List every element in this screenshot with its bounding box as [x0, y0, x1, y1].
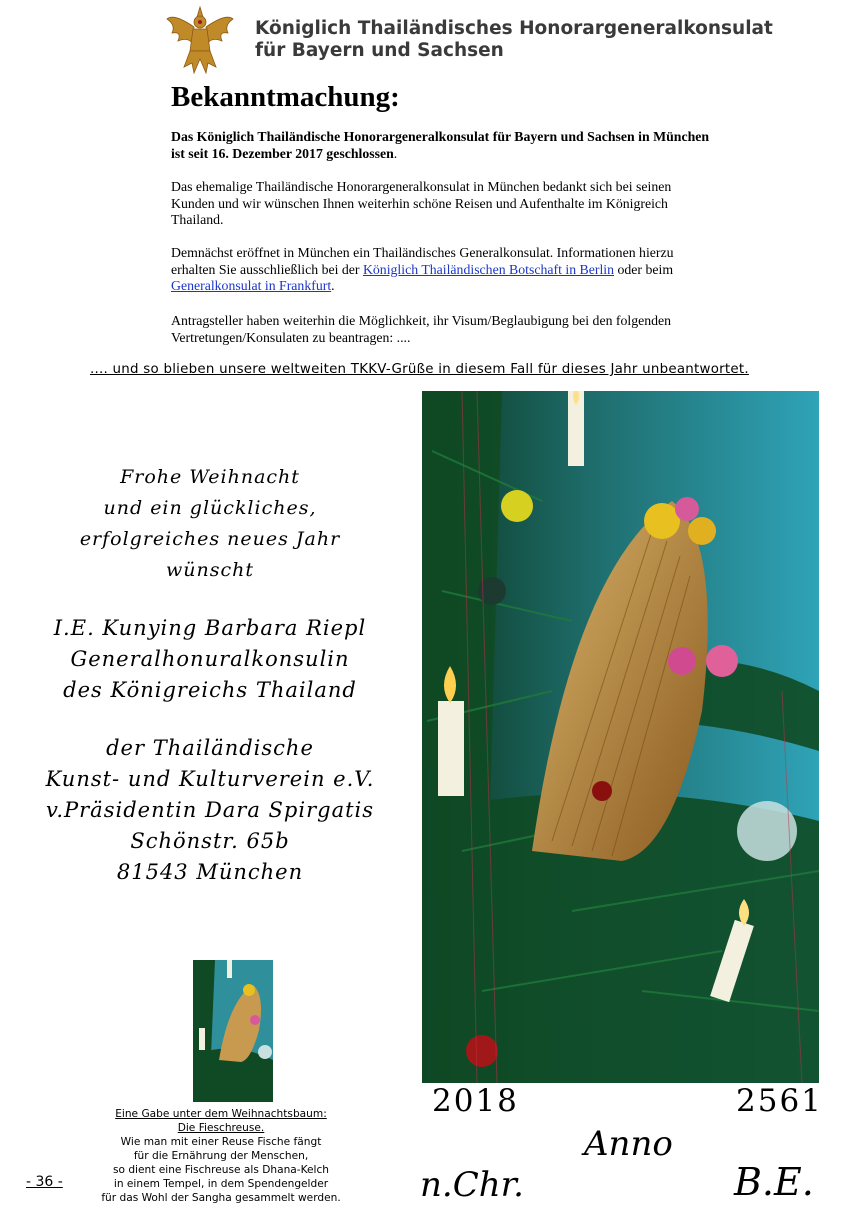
caption-line: Wie man mit einer Reuse Fische fängt — [120, 1136, 322, 1148]
photo-caption — [96, 1107, 346, 1205]
caption-subtitle: Die Fieschreuse. — [177, 1122, 265, 1134]
greeting-line: Frohe Weihnacht — [120, 466, 300, 488]
anno-label: Anno — [584, 1124, 673, 1164]
consulate-name-line1: Königlich Thailändisches Honorargeneralkonsulat — [255, 18, 773, 39]
be-era-label: B.E. — [734, 1160, 814, 1204]
year-be: 2561 — [736, 1083, 823, 1119]
new-consulate-text-mid: oder beim — [614, 261, 674, 277]
notice-paragraph-closure — [171, 129, 711, 162]
caption-title: Eine Gabe unter dem Weihnachtsbaum: — [115, 1108, 327, 1120]
christmas-tree-photo — [422, 391, 819, 1083]
embassy-berlin-link[interactable]: Königlich Thailändischen Botschaft in Berlin — [362, 261, 615, 277]
notice-title: Bekanntmachung: — [171, 81, 400, 113]
greeting-block — [20, 462, 400, 888]
association-line: der Thailändische — [106, 736, 314, 760]
closure-period: . — [393, 145, 398, 161]
caption-line: in einem Tempel, in dem Spendengelder — [113, 1178, 329, 1190]
year-ad: 2018 — [432, 1083, 519, 1119]
greeting-line: und ein glückliches, — [103, 497, 317, 519]
notice-paragraph-applicants: Antragsteller haben weiterhin die Möglichkeit, ihr Visum/Beglaubigung bei den folgenden Vertretungen/Konsulaten zu beantragen: .... — [171, 313, 672, 345]
consulate-name — [255, 18, 815, 62]
tkkv-remark: .... und so blieben unsere weltweiten TKKV-Grüße in diesem Fall für dieses Jahr unbeantwortet. — [90, 362, 749, 377]
consulate-frankfurt-link[interactable]: Generalkonsulat in Frankfurt — [171, 278, 332, 294]
notice-paragraph-new-consulate — [171, 245, 711, 295]
consulate-name-line2: für Bayern und Sachsen — [255, 40, 504, 61]
ad-era-label: n.Chr. — [420, 1165, 524, 1205]
sender-country: des Königreichs Thailand — [63, 678, 357, 702]
new-consulate-text-start: Demnächst eröffnet in München ein Thailändisches Generalkonsulat. Informationen hierzu erhalten Sie ausschließlich bei der — [171, 245, 674, 277]
garuda-emblem-icon — [164, 3, 236, 77]
sender-name: I.E. Kunying Barbara Riepl — [53, 616, 367, 640]
closure-text: Das Königlich Thailändische Honorargeneralkonsulat für Bayern und Sachsen in München ist seit 16. Dezember 2017 geschlossen — [171, 129, 710, 161]
christmas-tree-thumbnail — [193, 960, 273, 1102]
page-number: - 36 - — [26, 1174, 63, 1190]
new-consulate-text-end: . — [331, 278, 335, 294]
address-street: Schönstr. 65b — [130, 829, 290, 853]
address-city: 81543 München — [116, 860, 304, 884]
sender-title: Generalhonuralkonsulin — [70, 647, 350, 671]
association-name: Kunst- und Kulturverein e.V. — [45, 767, 375, 791]
caption-line: so dient eine Fischreuse als Dhana-Kelch — [112, 1164, 330, 1176]
caption-line: für das Wohl der Sangha gesammelt werden. — [101, 1192, 341, 1204]
caption-line: für die Ernährung der Menschen, — [133, 1150, 309, 1162]
greeting-line: wünscht — [165, 559, 254, 581]
association-president: v.Präsidentin Dara Spirgatis — [45, 798, 375, 822]
greeting-line: erfolgreiches neues Jahr — [79, 528, 341, 550]
notice-paragraph-thanks: Das ehemalige Thailändische Honorargeneralkonsulat in München bedankt sich bei seinen Kunden und wir wünschen Ihnen weiterhin schöne Reisen und Aufenthalte im Königreich Thailand. — [171, 179, 672, 228]
